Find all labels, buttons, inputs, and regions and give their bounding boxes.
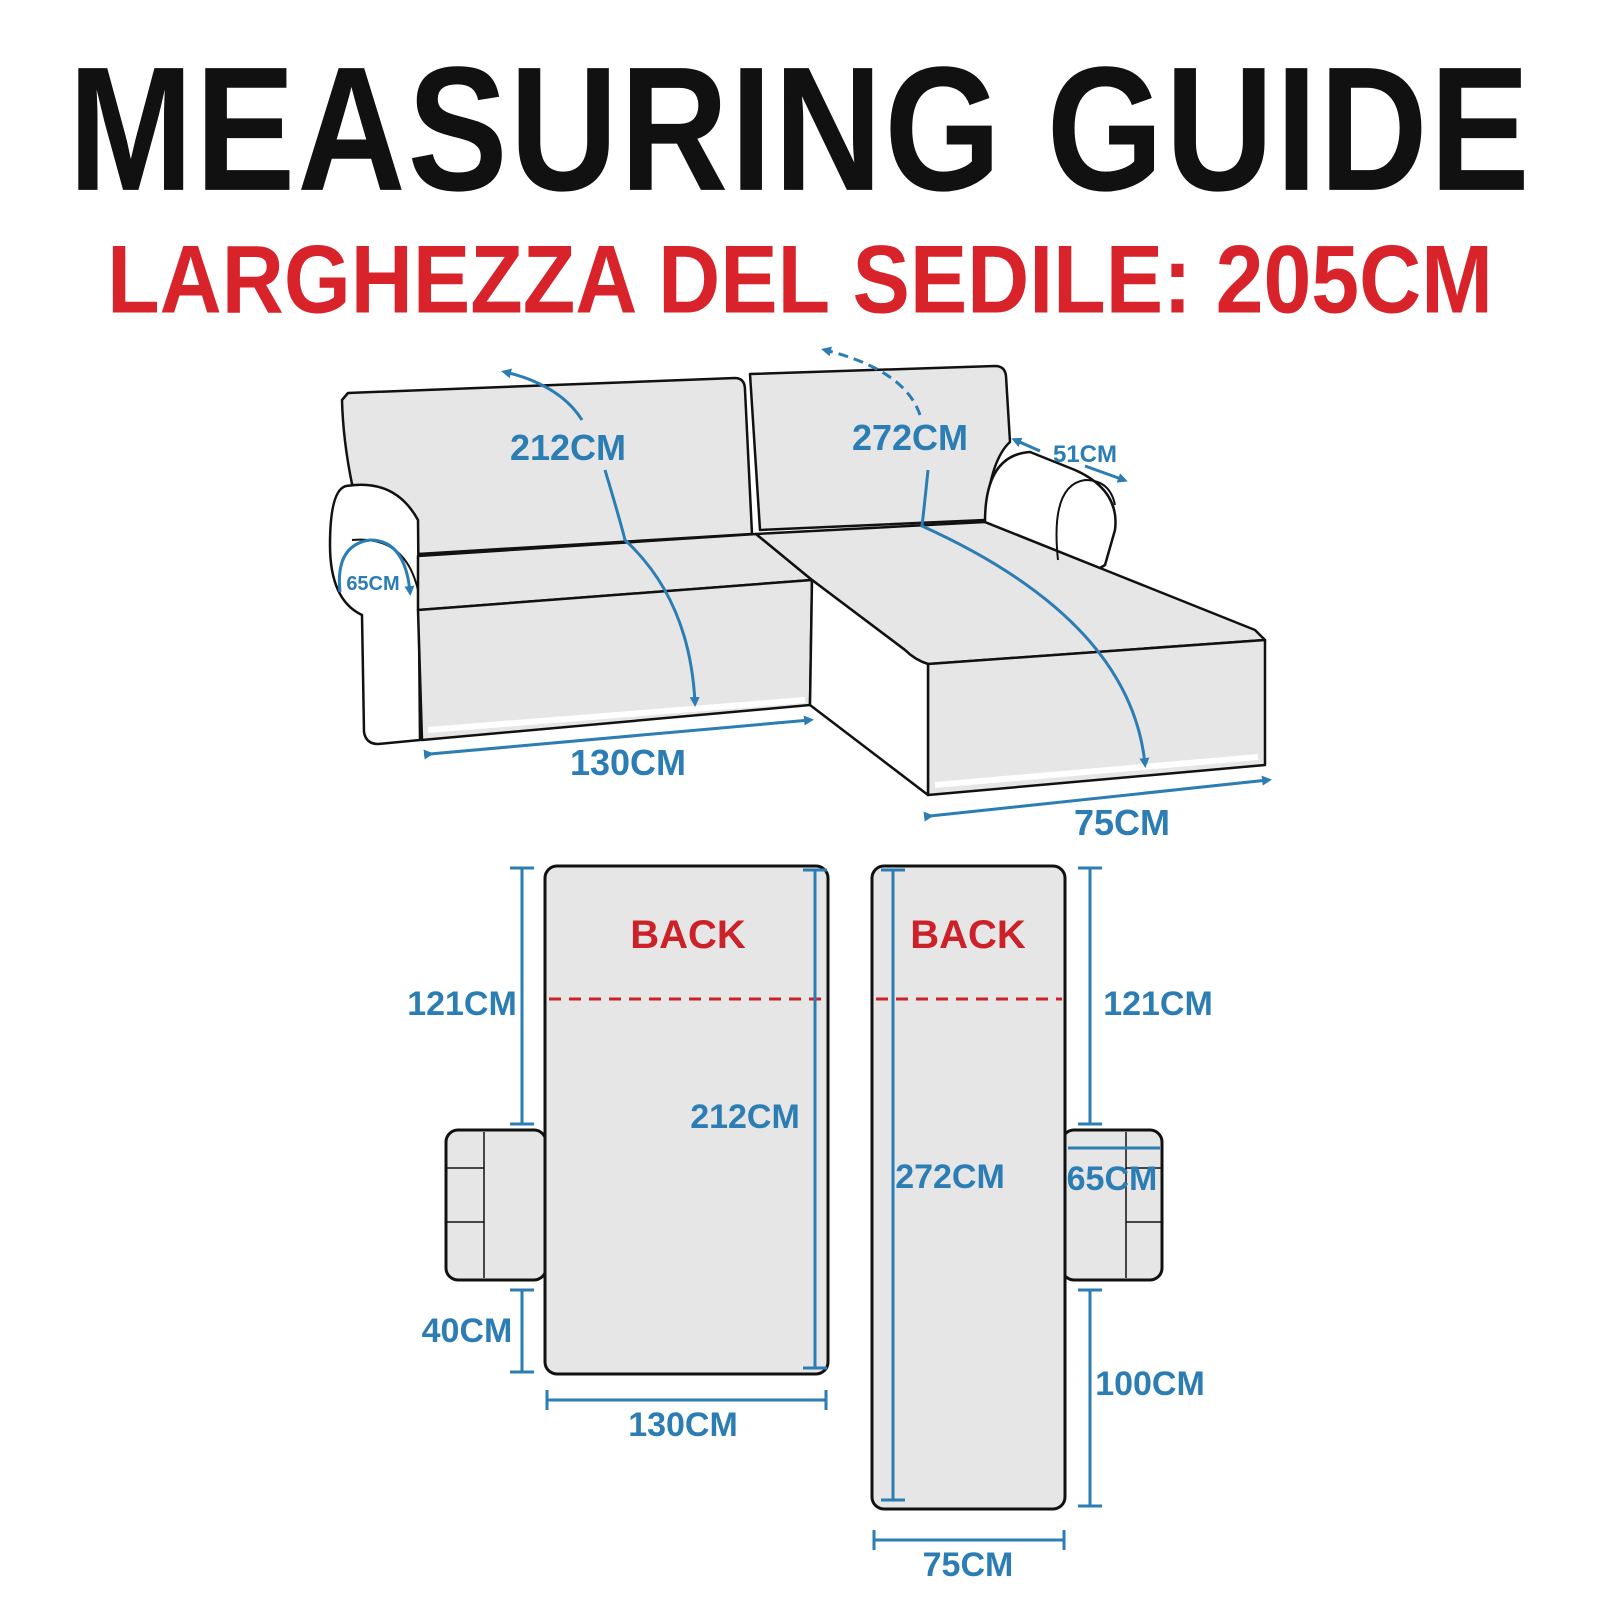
- sofa-arm-left: [330, 485, 420, 744]
- layout-right-back-length: 121CM: [1103, 985, 1213, 1023]
- page-title: MEASURING GUIDE: [68, 29, 1532, 228]
- seat-width-subtitle: LARGHEZZA DEL SEDILE: 205CM: [107, 226, 1493, 334]
- layout-left-back-length: 121CM: [407, 985, 517, 1023]
- layout-left-back-label: BACK: [630, 913, 746, 957]
- arrow-arm-top: [1015, 440, 1040, 451]
- label-seat-width: 130CM: [569, 742, 687, 783]
- layout-left-total-length: 212CM: [690, 1098, 800, 1136]
- layout-right-total-length: 272CM: [895, 1158, 1005, 1196]
- layout-left-arm: [446, 1130, 546, 1280]
- label-arm-top: 51CM: [1052, 441, 1118, 468]
- layout-right-arm-length: 65CM: [1066, 1160, 1158, 1198]
- layout-right-bottom-length: 100CM: [1095, 1365, 1205, 1403]
- layout-left-width: 130CM: [628, 1406, 738, 1444]
- layout-right-back-label: BACK: [910, 913, 1026, 957]
- label-back-right: 272CM: [851, 417, 969, 458]
- layout-right-width: 75CM: [922, 1546, 1014, 1584]
- layout-right-arm: [1062, 1130, 1162, 1280]
- label-chaise-width: 75CM: [1073, 802, 1171, 843]
- label-back-left: 212CM: [509, 427, 627, 468]
- layout-left-bottom-length: 40CM: [421, 1312, 513, 1350]
- label-arm-round: 65CM: [346, 573, 400, 595]
- sofa-illustration: [330, 366, 1265, 795]
